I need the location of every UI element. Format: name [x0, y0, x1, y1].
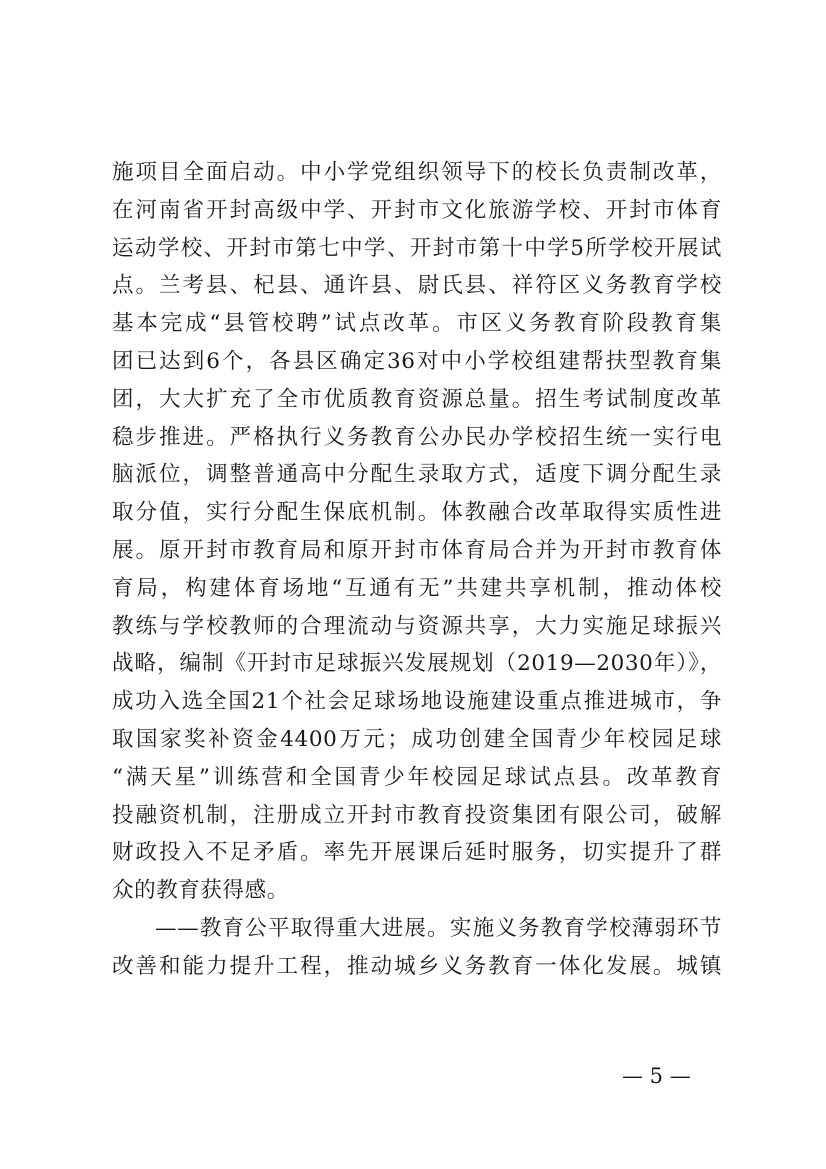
- text-line: 战略，编制《开封市足球振兴发展规划（2019—2030年）》，: [112, 651, 722, 677]
- text-line: 财政投入不足矛盾。率先开展课后延时服务，切实提升了群: [112, 840, 722, 866]
- body-text: [112, 154, 722, 986]
- paragraph-end-line: 众的教育获得感。: [112, 878, 289, 904]
- text-line: 取国家奖补资金4400万元；成功创建全国青少年校园足球: [112, 726, 722, 752]
- text-line: 改善和能力提升工程，推动城乡义务教育一体化发展。城镇: [112, 953, 722, 979]
- section-heading-line: ——教育公平取得重大进展。实施义务教育学校薄弱环节: [155, 915, 722, 941]
- text-line: 团已达到6个，各县区确定36对中小学校组建帮扶型教育集: [112, 348, 722, 374]
- text-line: “满天星”训练营和全国青少年校园足球试点县。改革教育: [112, 764, 722, 790]
- text-line: 成功入选全国21个社会足球场地设施建设重点推进城市，争: [112, 689, 722, 715]
- text-line: 展。原开封市教育局和原开封市体育局合并为开封市教育体: [112, 537, 722, 563]
- text-line: 稳步推进。严格执行义务教育公办民办学校招生统一实行电: [112, 424, 722, 450]
- text-line: 投融资机制，注册成立开封市教育投资集团有限公司，破解: [112, 802, 722, 828]
- text-line: 在河南省开封高级中学、开封市文化旅游学校、开封市体育: [112, 197, 722, 223]
- text-line: 教练与学校教师的合理流动与资源共享，大力实施足球振兴: [112, 613, 722, 639]
- text-line: 团，大大扩充了全市优质教育资源总量。招生考试制度改革: [112, 386, 722, 412]
- text-line: 育局，构建体育场地“互通有无”共建共享机制，推动体校: [112, 575, 722, 601]
- text-line: 取分值，实行分配生保底机制。体教融合改革取得实质性进: [112, 500, 722, 526]
- text-line: 基本完成“县管校聘”试点改革。市区义务教育阶段教育集: [112, 311, 722, 337]
- page-number: — 5 —: [622, 1064, 691, 1088]
- text-line: 点。兰考县、杞县、通许县、尉氏县、祥符区义务教育学校: [112, 273, 722, 299]
- text-line: 施项目全面启动。中小学党组织领导下的校长负责制改革，: [112, 160, 722, 185]
- text-line: 脑派位，调整普通高中分配生录取方式，适度下调分配生录: [112, 462, 722, 488]
- text-line: 运动学校、开封市第七中学、开封市第十中学5所学校开展试: [112, 235, 722, 261]
